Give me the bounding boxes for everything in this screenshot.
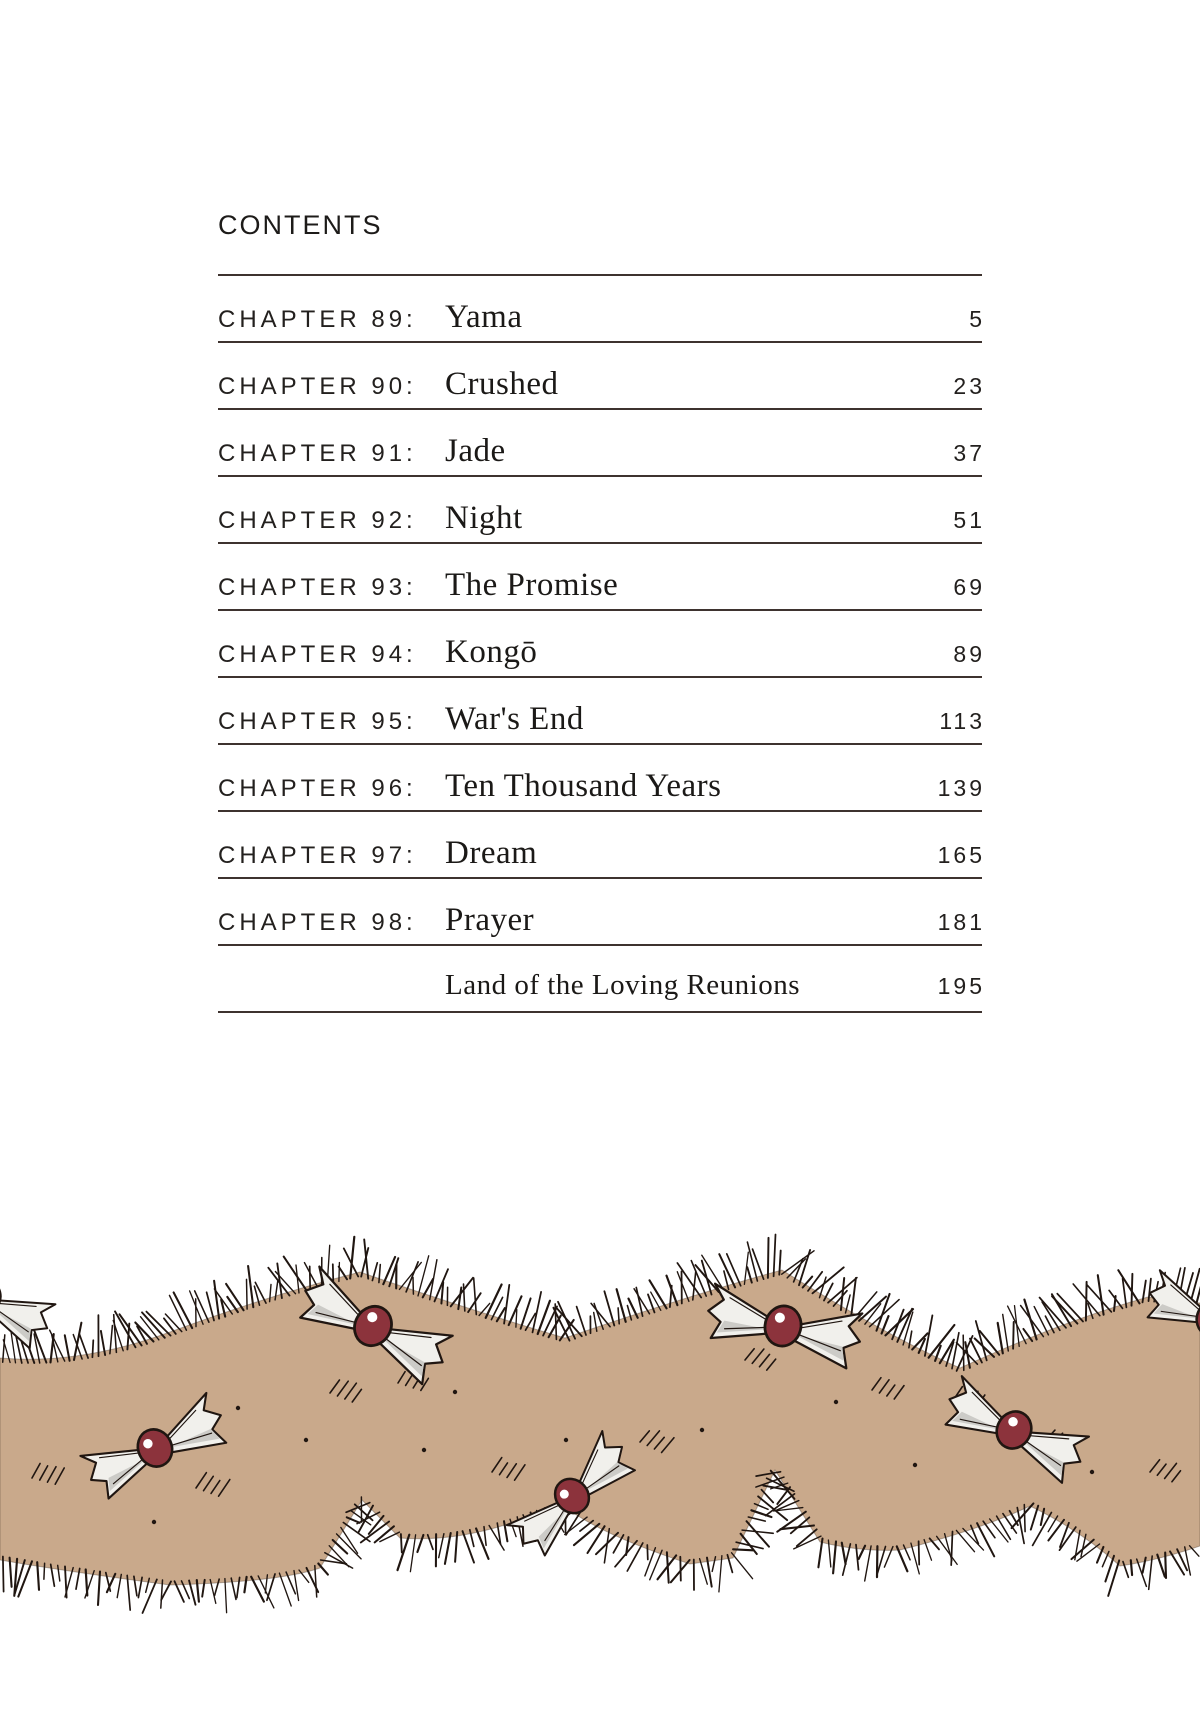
chapter-label: CHAPTER 94: xyxy=(218,641,417,668)
toc-entry xyxy=(218,274,985,341)
chapter-label: CHAPTER 93: xyxy=(218,574,417,601)
toc-entry xyxy=(218,743,985,810)
chapter-label: CHAPTER 90: xyxy=(218,373,417,400)
chapter-label: CHAPTER 98: xyxy=(218,909,417,936)
page-number: 37 xyxy=(953,440,985,466)
toc-entry xyxy=(218,676,985,743)
furry-garland-illustration xyxy=(0,1140,1200,1709)
chapter-title: Yama xyxy=(445,299,523,335)
page-title: CONTENTS xyxy=(218,210,383,240)
chapter-label: CHAPTER 97: xyxy=(218,842,417,869)
paper-bow xyxy=(0,1241,59,1353)
page-number: 139 xyxy=(937,775,985,801)
chapter-title: Crushed xyxy=(445,366,559,402)
chapter-title: The Promise xyxy=(445,567,619,603)
toc-entry xyxy=(218,944,985,1011)
chapter-label: CHAPTER 91: xyxy=(218,440,417,467)
chapter-title: Ten Thousand Years xyxy=(445,768,722,804)
chapter-title: Night xyxy=(445,500,523,536)
chapter-title: Land of the Loving Reunions xyxy=(445,969,801,1001)
page-number: 69 xyxy=(953,574,985,600)
toc-entry xyxy=(218,877,985,944)
toc-entry xyxy=(218,609,985,676)
chapter-label: CHAPTER 89: xyxy=(218,306,417,333)
chapter-title: War's End xyxy=(445,701,584,737)
table-of-contents xyxy=(218,210,985,1013)
toc-entry-list xyxy=(218,274,985,1013)
chapter-title: Dream xyxy=(445,835,538,871)
page-number: 23 xyxy=(953,373,985,399)
chapter-title: Jade xyxy=(445,433,506,469)
chapter-label: CHAPTER 92: xyxy=(218,507,417,534)
page-number: 195 xyxy=(937,973,985,999)
page-number: 165 xyxy=(937,842,985,868)
chapter-title: Kongō xyxy=(445,634,538,670)
toc-entry xyxy=(218,408,985,475)
page-number: 5 xyxy=(969,306,985,332)
toc-entry xyxy=(218,341,985,408)
page-number: 113 xyxy=(939,708,985,734)
page-number: 181 xyxy=(937,909,985,935)
chapter-label: CHAPTER 96: xyxy=(218,775,417,802)
toc-entry xyxy=(218,542,985,609)
chapter-title: Prayer xyxy=(445,902,535,938)
toc-entry xyxy=(218,810,985,877)
toc-entry xyxy=(218,475,985,542)
chapter-label: CHAPTER 95: xyxy=(218,708,417,735)
page-number: 89 xyxy=(953,641,985,667)
page-number: 51 xyxy=(953,507,985,533)
